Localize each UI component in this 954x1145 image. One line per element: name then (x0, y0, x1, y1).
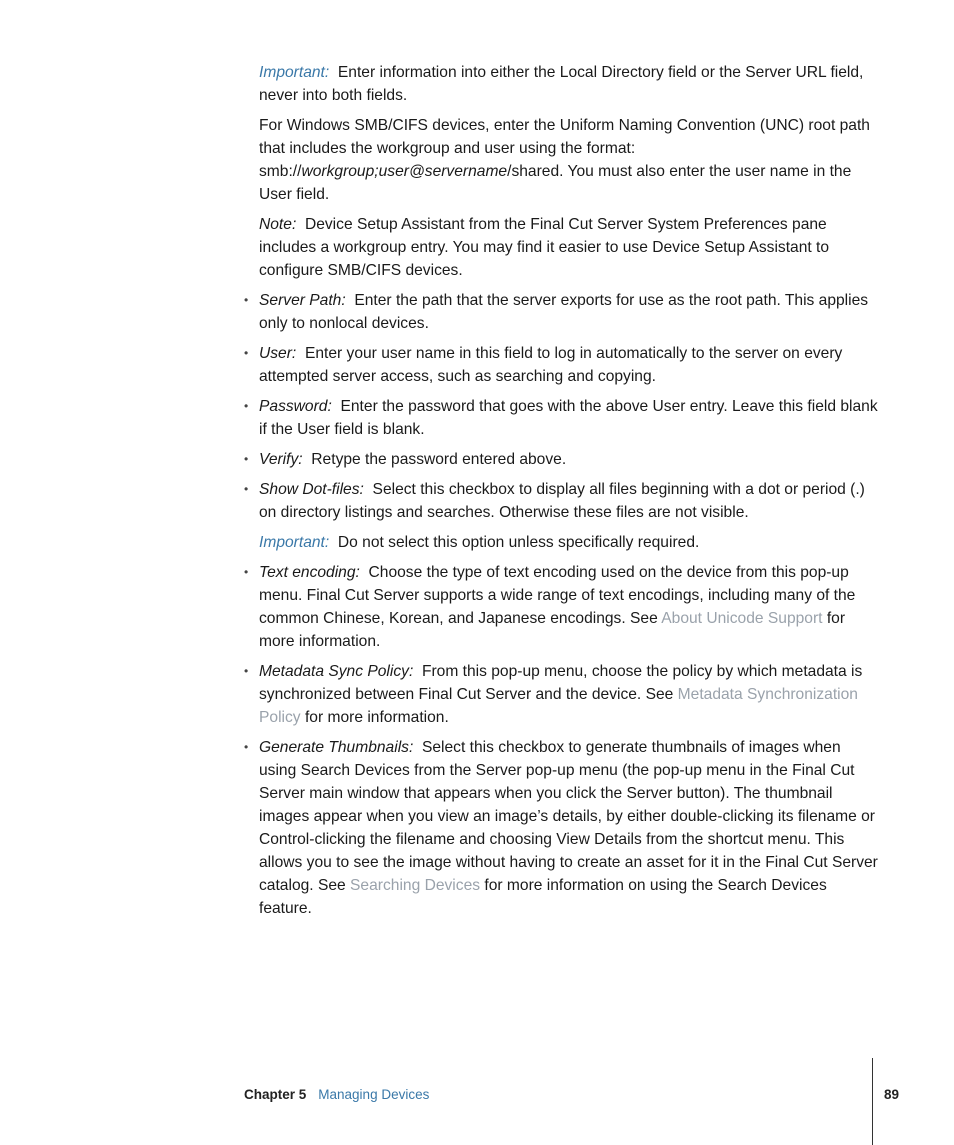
page-content (259, 61, 881, 927)
server-path-text: Enter the path that the server exports for use as the root path. This applies only to nonlocal devices. (259, 292, 869, 332)
list-item-server-path (259, 289, 881, 335)
important-label: Important: (259, 64, 330, 81)
user-label: User: (259, 345, 297, 362)
windows-format-italic: workgroup;user@servername (301, 163, 508, 180)
dotfiles-label: Show Dot-files: (259, 481, 364, 498)
encoding-label: Text encoding: (259, 564, 360, 581)
verify-label: Verify: (259, 451, 303, 468)
about-unicode-link[interactable]: About Unicode Support (661, 610, 823, 627)
chapter-label: Chapter 5 (244, 1087, 307, 1102)
dotfiles-important-text: Do not select this option unless specifically required. (337, 534, 700, 551)
windows-text-2: /shared. You must also enter the user name in the User field. (259, 163, 852, 203)
windows-smb-paragraph (259, 114, 881, 206)
list-item-password (259, 395, 881, 441)
footer-divider (872, 1058, 873, 1145)
important-text: Enter information into either the Local Directory field or the Server URL field, never into both fields. (259, 64, 864, 104)
list-item-user (259, 342, 881, 388)
password-label: Password: (259, 398, 332, 415)
windows-text-1: For Windows SMB/CIFS devices, enter the Uniform Naming Convention (UNC) root path that includes the workgroup and user using the format: smb:// (259, 117, 870, 180)
list-item-verify (259, 448, 881, 471)
dotfiles-text: Select this checkbox to display all files beginning with a dot or period (.) on directory listings and searches. Otherwise these files are not visible. (259, 481, 865, 521)
settings-list (259, 289, 881, 920)
list-item-metadata-sync (259, 660, 881, 729)
encoding-after: for more information. (259, 610, 846, 650)
thumbnails-text: Select this checkbox to generate thumbnails of images when using Search Devices from the Server pop-up menu (the pop-up menu in the Final Cut Server main window that appears when you click the Server button). The thumbnail images appear when you view an image’s details, by either double-clicking its filename or Control-clicking the filename and choosing View Details from the shortcut menu. This allows you to see the image without having to create an asset for it in the Final Cut Server catalog. See (259, 739, 878, 894)
list-item-text-encoding (259, 561, 881, 653)
metadata-text: From this pop-up menu, choose the policy by which metadata is synchronized between Final Cut Server and the device. See (259, 663, 863, 703)
metadata-sync-link[interactable]: Metadata Synchronization Policy (259, 686, 858, 726)
list-item-thumbnails (259, 736, 881, 920)
server-path-label: Server Path: (259, 292, 346, 309)
note-label: Note: (259, 216, 297, 233)
verify-text: Retype the password entered above. (311, 451, 567, 468)
encoding-text: Choose the type of text encoding used on the device from this pop-up menu. Final Cut Server supports a wide range of text encodings, including many of the common Chinese, Korean, and Japanese encodings. See (259, 564, 856, 627)
page-number: 89 (884, 1087, 900, 1102)
dotfiles-important-label: Important: (259, 534, 330, 551)
note-text: Device Setup Assistant from the Final Cut Server System Preferences pane includes a workgroup entry. You may find it easier to use Device Setup Assistant to configure SMB/CIFS devices. (259, 216, 830, 279)
user-text: Enter your user name in this field to log in automatically to the server on every attempted server access, such as searching and copying. (259, 345, 843, 385)
page-footer (244, 1086, 429, 1104)
thumbnails-label: Generate Thumbnails: (259, 739, 414, 756)
section-title: Managing Devices (318, 1087, 430, 1102)
note-paragraph (259, 213, 881, 282)
searching-devices-link[interactable]: Searching Devices (350, 877, 481, 894)
password-text: Enter the password that goes with the above User entry. Leave this field blank if the User field is blank. (259, 398, 878, 438)
thumbnails-after: for more information on using the Search Devices feature. (259, 877, 827, 917)
metadata-label: Metadata Sync Policy: (259, 663, 414, 680)
important-paragraph (259, 61, 881, 107)
metadata-after: for more information. (300, 709, 449, 726)
list-item-dotfiles (259, 478, 881, 554)
